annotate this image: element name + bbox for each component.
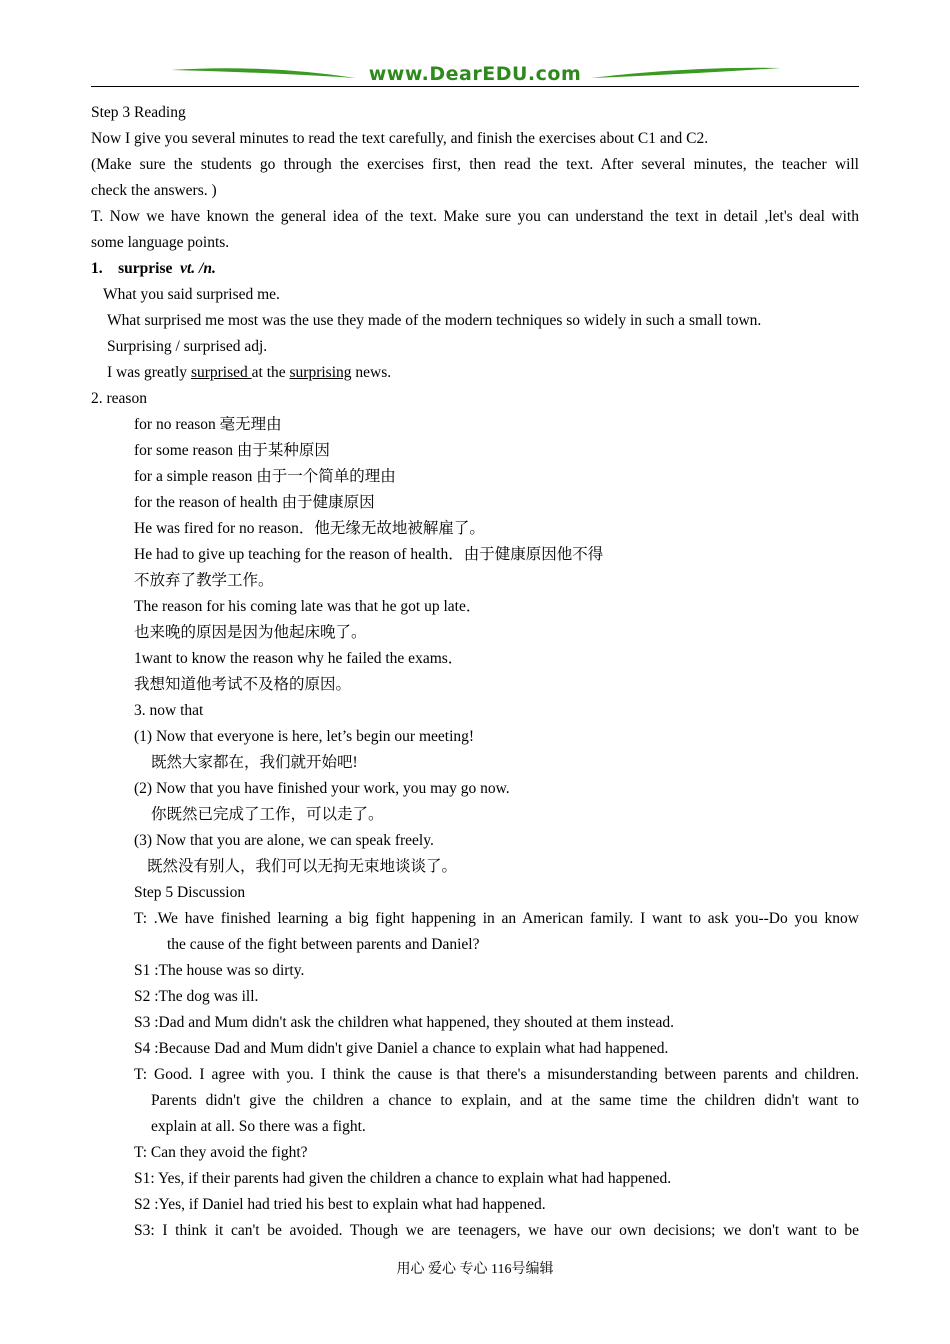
vocab-heading-reason: 2. reason	[91, 390, 147, 407]
example-line: He was fired for no reason．他无缘无故地被解雇了。	[134, 520, 485, 537]
example-line	[107, 360, 391, 386]
site-logo-text[interactable]: www.DearEDU.com	[368, 63, 582, 85]
page-footer: 用心 爱心 专心 116号编辑	[396, 1262, 554, 1277]
vocab-number: 1.	[91, 260, 103, 277]
dialogue-line: Parents didn't give the children a chance to explain, and at the same time the children didn't want to	[151, 1092, 859, 1109]
translation-line: 你既然已完成了工作，可以走了。	[151, 806, 384, 823]
dialogue-line: the cause of the fight between parents and Daniel?	[167, 936, 480, 953]
header-rule	[91, 86, 859, 87]
dialogue-line: S2 :Yes, if Daniel had tried his best to explain what had happened.	[134, 1196, 546, 1213]
vocab-word: surprise	[118, 260, 173, 277]
dialogue-line: T: Good. I agree with you. I think the cause is that there's a misunderstanding between parents and children.	[134, 1066, 859, 1083]
translation-line: 既然没有别人，我们可以无拘无束地谈谈了。	[147, 858, 458, 875]
example-line: 1want to know the reason why he failed the exams．	[134, 650, 464, 667]
text-span: I was greatly	[107, 364, 191, 381]
example-line: He had to give up teaching for the reason of health．由于健康原因他不得	[134, 546, 604, 563]
example-line: (3) Now that you are alone, we can speak freely.	[134, 832, 434, 849]
step3-heading: Step 3 Reading	[91, 104, 186, 121]
translation-line: 既然大家都在，我们就开始吧!	[151, 754, 358, 771]
vocab-part-of-speech: vt. /n.	[180, 260, 216, 277]
step5-heading: Step 5 Discussion	[134, 884, 246, 901]
example-line: The reason for his coming late was that he got up late．	[134, 598, 482, 615]
dialogue-line: explain at all. So there was a fight.	[151, 1118, 366, 1135]
phrase-line: for the reason of health 由于健康原因	[134, 494, 375, 511]
dialogue-line: S1: Yes, if their parents had given the children a chance to explain what had happened.	[134, 1170, 672, 1187]
example-line: What you said surprised me.	[103, 286, 280, 303]
example-line: Surprising / surprised adj.	[107, 338, 268, 355]
dialogue-line: T: Can they avoid the fight?	[134, 1144, 308, 1161]
phrase-line: for no reason 毫无理由	[134, 416, 282, 433]
dialogue-line: S3: I think it can't be avoided. Though we are teenagers, we have our own decisions; we don't want to be	[134, 1222, 859, 1239]
paragraph-line: check the answers. )	[91, 182, 217, 199]
paragraph-line: T. Now we have known the general idea of the text. Make sure you can understand the text in detail ,let's deal with	[91, 208, 859, 225]
underlined-word: surprising	[289, 364, 352, 381]
example-line: 也来晚的原因是因为他起床晚了。	[134, 624, 367, 641]
example-line: 我想知道他考试不及格的原因。	[134, 676, 352, 693]
paragraph-line: some language points.	[91, 234, 230, 251]
example-line: (2) Now that you have finished your work, you may go now.	[134, 780, 510, 797]
vocab-heading-surprise	[91, 256, 216, 282]
vocab-heading-now-that: 3. now that	[134, 702, 204, 719]
dialogue-line: S2 :The dog was ill.	[134, 988, 259, 1005]
paragraph-line: Now I give you several minutes to read the text carefully, and finish the exercises about C1 and C2.	[91, 130, 709, 147]
phrase-line: for a simple reason 由于一个简单的理由	[134, 468, 396, 485]
phrase-line: for some reason 由于某种原因	[134, 442, 330, 459]
dialogue-line: S1 :The house was so dirty.	[134, 962, 305, 979]
dialogue-line: T: .We have finished learning a big fight happening in an American family. I want to ask you--Do you know	[134, 910, 859, 927]
underlined-word: surprised	[190, 364, 252, 381]
text-span: at the	[251, 364, 290, 381]
paragraph-line: (Make sure the students go through the exercises first, then read the text. After several minutes, the teacher will	[91, 156, 859, 173]
example-line: What surprised me most was the use they made of the modern techniques so widely in such a small town.	[107, 312, 762, 329]
text-span: news.	[351, 364, 392, 381]
dialogue-line: S4 :Because Dad and Mum didn't give Daniel a chance to explain what had happened.	[134, 1040, 669, 1057]
dialogue-line: S3 :Dad and Mum didn't ask the children what happened, they shouted at them instead.	[134, 1014, 675, 1031]
page-header	[91, 60, 859, 88]
example-line: 不放弃了教学工作。	[134, 572, 274, 589]
example-line: (1) Now that everyone is here, let’s begin our meeting!	[134, 728, 475, 745]
